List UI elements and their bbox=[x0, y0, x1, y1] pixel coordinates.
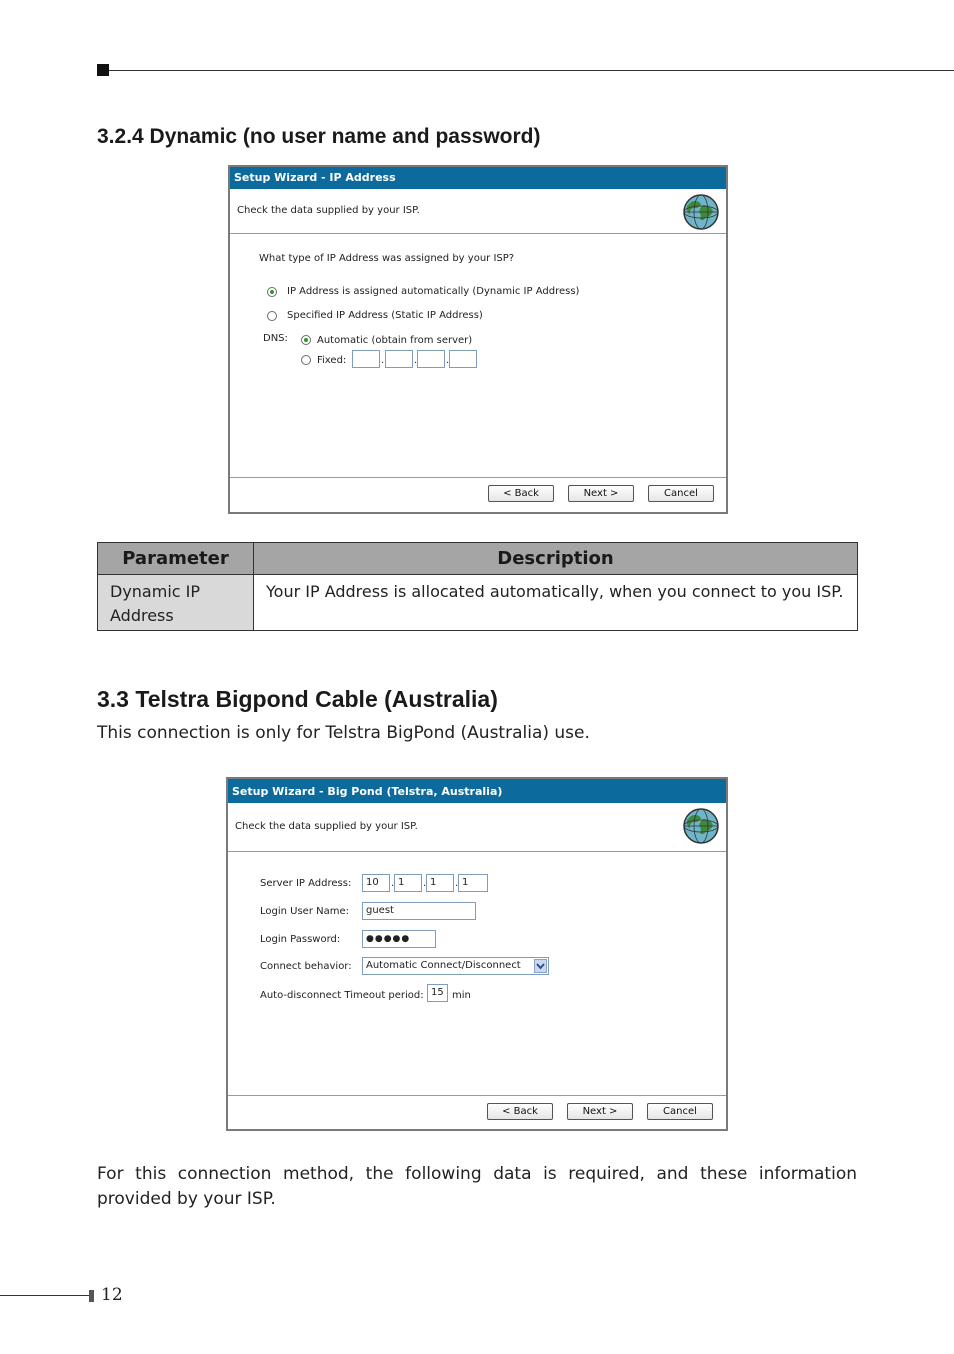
dns-octet-4-input[interactable] bbox=[449, 350, 477, 368]
dns-octet-1-input[interactable] bbox=[352, 350, 380, 368]
dns-octet-3-input[interactable] bbox=[417, 350, 445, 368]
section-title-telstra: 3.3 Telstra Bigpond Cable (Australia) bbox=[97, 686, 498, 712]
wizard-title-bar: Setup Wizard - Big Pond (Telstra, Australia) bbox=[228, 779, 726, 803]
dns-octet-2-input[interactable] bbox=[385, 350, 413, 368]
dns-label: DNS: bbox=[263, 333, 288, 344]
table-header-description: Description bbox=[254, 543, 858, 575]
server-ip-label: Server IP Address: bbox=[260, 878, 352, 889]
static-ip-label: Specified IP Address (Static IP Address) bbox=[287, 310, 483, 321]
page-number-rule bbox=[0, 1295, 90, 1296]
server-ip-octet-3-input[interactable]: 1 bbox=[426, 874, 454, 892]
ip-dot: . bbox=[455, 878, 459, 889]
next-button[interactable]: Next > bbox=[567, 1103, 633, 1120]
dynamic-ip-label: IP Address is assigned automatically (Dynamic IP Address) bbox=[287, 286, 580, 297]
connect-behavior-label: Connect behavior: bbox=[260, 961, 352, 972]
back-button[interactable]: < Back bbox=[488, 485, 554, 502]
connect-behavior-value: Automatic Connect/Disconnect bbox=[366, 960, 521, 971]
page-number-marker bbox=[89, 1290, 94, 1302]
footer-paragraph: For this connection method, the following data is required, and these information provided by your ISP. bbox=[97, 1164, 857, 1209]
dns-fixed-label: Fixed: bbox=[317, 355, 347, 366]
back-button[interactable]: < Back bbox=[487, 1103, 553, 1120]
timeout-label: Auto-disconnect Timeout period: bbox=[260, 990, 424, 1001]
dropdown-arrow-icon bbox=[534, 959, 547, 973]
table-header-row bbox=[98, 543, 858, 575]
wizard-title-bar: Setup Wizard - IP Address bbox=[230, 167, 726, 189]
dns-auto-label: Automatic (obtain from server) bbox=[317, 335, 473, 346]
wizard-header bbox=[228, 803, 726, 852]
timeout-input[interactable]: 15 bbox=[427, 984, 448, 1002]
wizard-subtitle: Check the data supplied by your ISP. bbox=[235, 821, 418, 832]
login-user-label: Login User Name: bbox=[260, 906, 349, 917]
login-password-label: Login Password: bbox=[260, 934, 341, 945]
wizard-body bbox=[228, 852, 726, 1095]
table-row bbox=[98, 575, 858, 631]
dns-fixed-radio[interactable] bbox=[301, 355, 311, 365]
timeout-unit: min bbox=[452, 990, 471, 1001]
header-rule bbox=[109, 70, 954, 71]
server-ip-octet-1-input[interactable]: 10 bbox=[362, 874, 390, 892]
section-title-dynamic: 3.2.4 Dynamic (no user name and password) bbox=[97, 125, 541, 148]
telstra-intro-text: This connection is only for Telstra BigPond (Australia) use. bbox=[97, 723, 590, 743]
wizard-subtitle: Check the data supplied by your ISP. bbox=[237, 205, 420, 216]
wizard-footer bbox=[230, 477, 726, 511]
globe-icon bbox=[681, 807, 721, 845]
next-button[interactable]: Next > bbox=[568, 485, 634, 502]
ip-type-question: What type of IP Address was assigned by your ISP? bbox=[259, 253, 515, 264]
static-ip-radio[interactable] bbox=[267, 311, 277, 321]
dns-dot: . bbox=[446, 355, 450, 366]
table-cell-parameter: Dynamic IP Address bbox=[98, 575, 254, 631]
header-square-decoration bbox=[97, 64, 109, 76]
wizard-body bbox=[230, 234, 726, 477]
ip-dot: . bbox=[391, 878, 395, 889]
server-ip-octet-4-input[interactable]: 1 bbox=[458, 874, 488, 892]
wizard-footer bbox=[228, 1095, 726, 1130]
dns-dot: . bbox=[381, 355, 385, 366]
server-ip-octet-2-input[interactable]: 1 bbox=[394, 874, 422, 892]
dns-dot: . bbox=[414, 355, 418, 366]
dynamic-ip-radio[interactable] bbox=[267, 287, 277, 297]
table-header-parameter: Parameter bbox=[98, 543, 254, 575]
cancel-button[interactable]: Cancel bbox=[648, 485, 714, 502]
page-number: 12 bbox=[101, 1285, 123, 1305]
wizard-bigpond bbox=[226, 777, 728, 1131]
table-cell-description: Your IP Address is allocated automatically, when you connect to you ISP. bbox=[254, 575, 858, 631]
parameter-table bbox=[97, 542, 858, 631]
wizard-header bbox=[230, 189, 726, 234]
dns-auto-radio[interactable] bbox=[301, 335, 311, 345]
connect-behavior-select[interactable] bbox=[362, 957, 549, 975]
globe-icon bbox=[681, 193, 721, 231]
wizard-ip-address bbox=[228, 165, 728, 514]
login-password-input[interactable]: ●●●●● bbox=[362, 930, 436, 948]
cancel-button[interactable]: Cancel bbox=[647, 1103, 713, 1120]
login-user-input[interactable]: guest bbox=[362, 902, 476, 920]
ip-dot: . bbox=[423, 878, 427, 889]
